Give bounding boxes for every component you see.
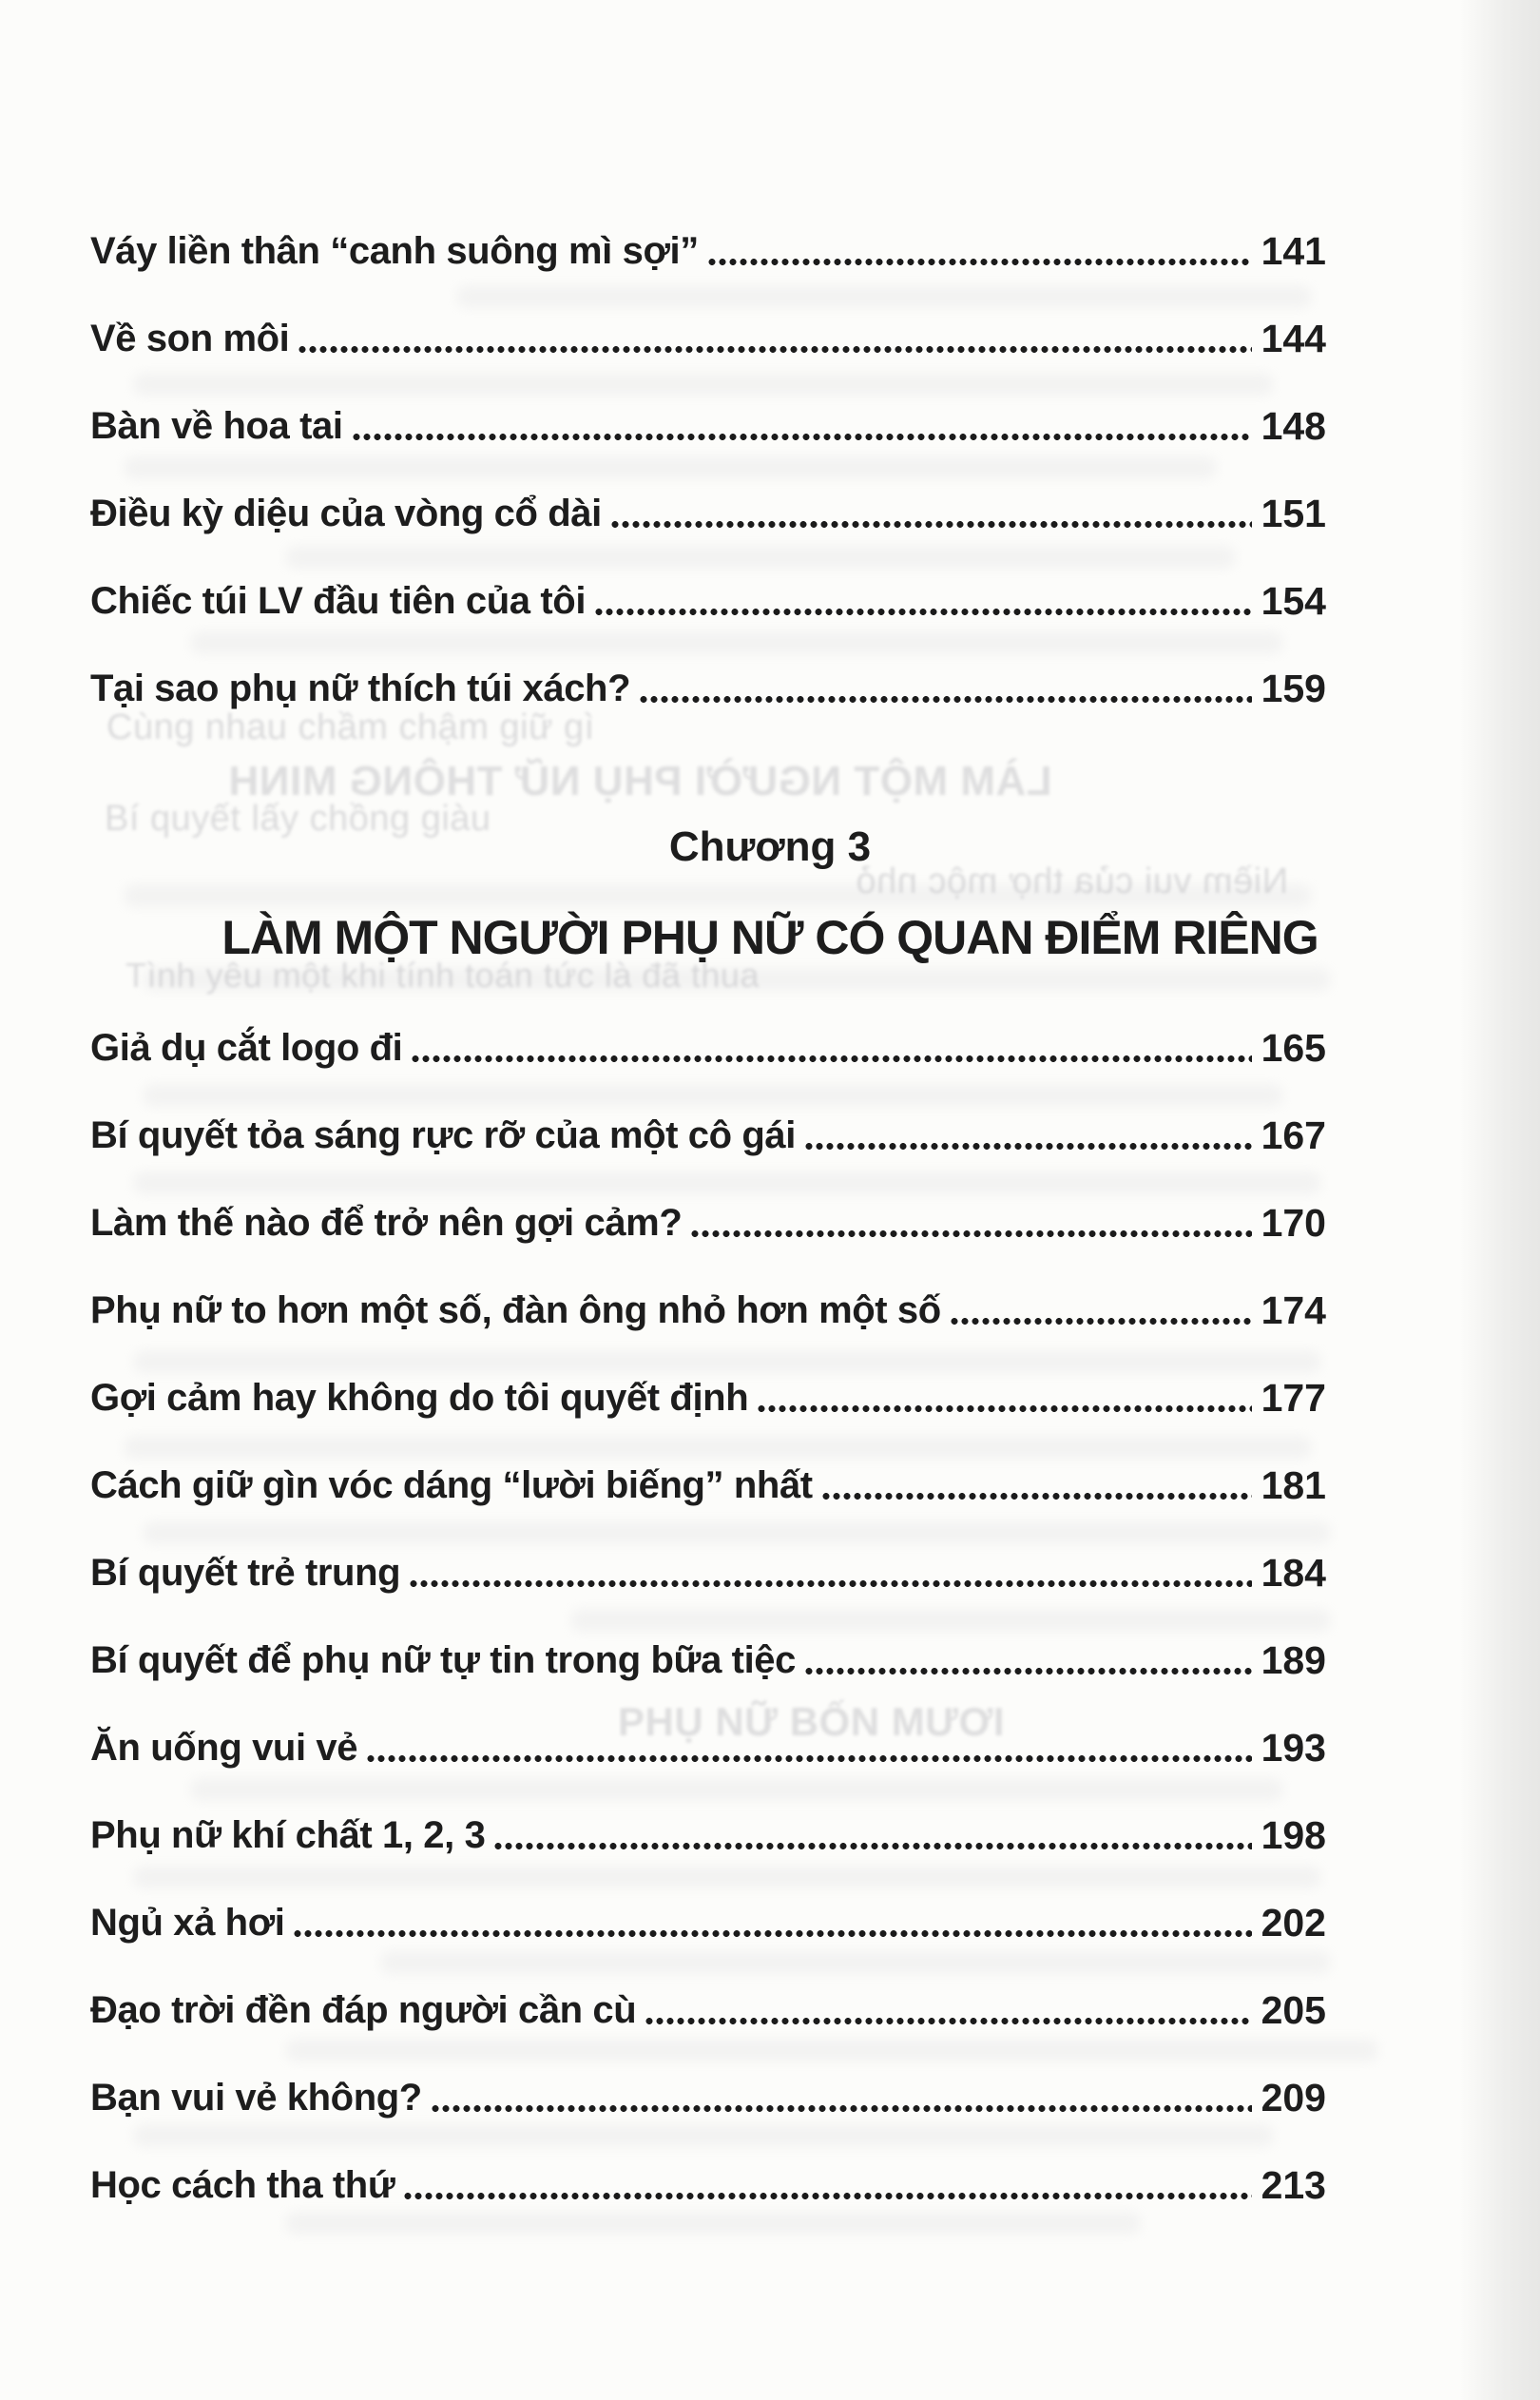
chapter-heading — [0, 823, 1540, 965]
bleedthrough-text: PHỤ NỮ BỐN MƯƠI — [618, 1699, 1006, 1744]
toc-row — [90, 206, 1326, 294]
toc-entry-page-number: 177 — [1261, 1376, 1326, 1420]
toc-entry-page-number: 181 — [1261, 1463, 1326, 1507]
dotted-leader — [951, 1317, 1252, 1326]
chapter-kicker: Chương 3 — [668, 823, 872, 870]
dotted-leader — [595, 608, 1252, 616]
toc-row — [90, 2053, 1326, 2140]
toc-row — [90, 1178, 1326, 1266]
dotted-leader — [805, 1142, 1252, 1151]
chapter-title: LÀM MỘT NGƯỜI PHỤ NỮ CÓ QUAN ĐIỂM RIÊNG — [221, 911, 1319, 964]
dotted-leader — [708, 258, 1252, 266]
toc-row — [90, 381, 1326, 469]
dotted-leader — [494, 1842, 1251, 1850]
dotted-leader — [640, 695, 1251, 704]
toc-row — [90, 1003, 1326, 1091]
toc-entry-page-number: 165 — [1261, 1026, 1326, 1070]
toc-row — [90, 1353, 1326, 1441]
toc-row — [90, 1091, 1326, 1178]
toc-entry-title: Phụ nữ khí chất 1, 2, 3 — [90, 1814, 486, 1856]
toc-row — [90, 294, 1326, 381]
toc-entry-page-number: 159 — [1261, 667, 1326, 710]
bleedthrough-text: Bí quyết lấy chồng giàu — [105, 799, 491, 839]
toc-entry-page-number: 144 — [1261, 317, 1326, 360]
toc-entry-page-number: 198 — [1261, 1813, 1326, 1857]
toc-row — [90, 1699, 1326, 1790]
dotted-leader — [410, 1579, 1251, 1588]
dotted-leader — [805, 1667, 1252, 1675]
toc-row — [90, 469, 1326, 556]
toc-entry-title: Chiếc túi LV đầu tiên của tôi — [90, 580, 587, 622]
toc-entry-page-number: 189 — [1261, 1638, 1326, 1682]
toc-entry-title: Bạn vui vẻ không? — [90, 2077, 422, 2119]
toc-entry-page-number: 205 — [1261, 1988, 1326, 2032]
toc-entry-page-number: 193 — [1261, 1726, 1326, 1770]
dotted-leader — [367, 1754, 1251, 1763]
dotted-leader — [432, 2104, 1252, 2113]
dotted-leader — [353, 433, 1252, 441]
toc-row — [90, 1266, 1326, 1353]
toc-entry-page-number: 170 — [1261, 1201, 1326, 1245]
toc-row — [90, 1441, 1326, 1528]
dotted-leader — [822, 1492, 1252, 1500]
toc-entry-title: Váy liền thân “canh suông mì sợi” — [90, 230, 699, 272]
toc-entry-title: Điều kỳ diệu của vòng cổ dài — [90, 493, 602, 534]
toc-entry-page-number: 151 — [1261, 492, 1326, 535]
toc-entry-title: Bàn về hoa tai — [90, 405, 343, 447]
toc-entry-title: Bí quyết để phụ nữ tự tin trong bữa tiệc — [90, 1639, 796, 1681]
toc-row — [90, 2140, 1326, 2228]
toc-entry-title: Tại sao phụ nữ thích túi xách? — [90, 668, 631, 709]
toc-top-section — [90, 0, 1326, 731]
toc-entry-title: Làm thế nào để trở nên gợi cảm? — [90, 1202, 683, 1244]
toc-entry-title: Về son môi — [90, 318, 290, 359]
toc-entry-page-number: 141 — [1261, 229, 1326, 273]
toc-row — [90, 556, 1326, 644]
dotted-leader — [404, 2192, 1251, 2200]
toc-entry-page-number: 174 — [1261, 1288, 1326, 1332]
bleedthrough-text: Niềm vui của thợ mộc nhỏ — [856, 861, 1289, 901]
toc-entry-page-number: 148 — [1261, 404, 1326, 448]
toc-entry-page-number: 209 — [1261, 2076, 1326, 2119]
toc-entry-title: Ăn uống vui vẻ — [90, 1727, 358, 1769]
bleedthrough-text: Tình yêu một khi tính toán tức là đã thua — [125, 956, 760, 995]
toc-row — [90, 1616, 1326, 1703]
toc-entry-title: Phụ nữ to hơn một số, đàn ông nhỏ hơn một số — [90, 1289, 941, 1331]
dotted-leader — [611, 520, 1252, 529]
toc-entry-page-number: 184 — [1261, 1551, 1326, 1595]
toc-entry-title: Ngủ xả hơi — [90, 1902, 285, 1944]
toc-entry-title: Bí quyết tỏa sáng rực rỡ của một cô gái — [90, 1114, 796, 1156]
toc-entry-title: Giả dụ cắt logo đi — [90, 1027, 403, 1069]
toc-entry-title: Bí quyết trẻ trung — [90, 1552, 401, 1594]
toc-entry-page-number: 154 — [1261, 579, 1326, 623]
toc-entry-title: Cách giữ gìn vóc dáng “lười biếng” nhất — [90, 1464, 813, 1506]
toc-entry-title: Gợi cảm hay không do tôi quyết định — [90, 1377, 749, 1419]
toc-row — [90, 1528, 1326, 1616]
toc-row — [90, 644, 1326, 731]
dotted-leader — [758, 1404, 1251, 1413]
dotted-leader — [691, 1229, 1251, 1238]
toc-entry-page-number: 167 — [1261, 1113, 1326, 1157]
dotted-leader — [412, 1055, 1251, 1063]
toc-row — [90, 1790, 1326, 1878]
toc-entry-page-number: 213 — [1261, 2163, 1326, 2207]
bleedthrough-text: LÀM MỘT NGƯỜI PHỤ NỮ THÔNG MINH — [228, 758, 1052, 804]
dotted-leader — [294, 1929, 1251, 1938]
toc-row — [90, 1965, 1326, 2053]
toc-entry-page-number: 202 — [1261, 1901, 1326, 1945]
dotted-leader — [298, 345, 1251, 354]
dotted-leader — [645, 2017, 1251, 2025]
toc-entry-title: Đạo trời đền đáp người cần cù — [90, 1989, 637, 2031]
toc-entry-title: Học cách tha thứ — [90, 2164, 395, 2206]
toc-row — [90, 1878, 1326, 1965]
bleedthrough-text: Cùng nhau chầm chậm giữ gì — [106, 707, 595, 747]
toc-bottom-section — [90, 1003, 1326, 2228]
